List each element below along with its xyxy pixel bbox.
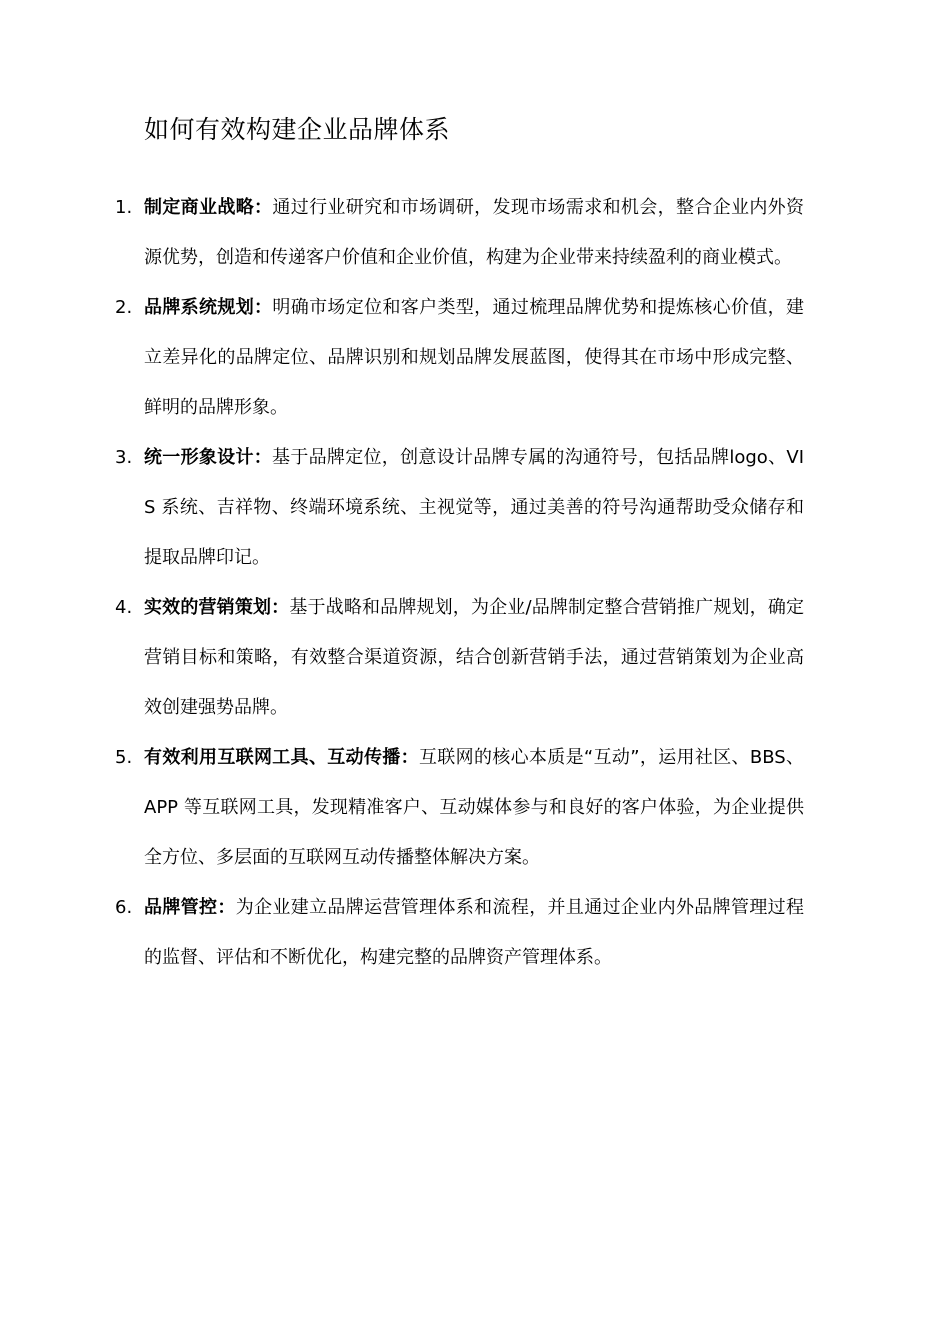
item-heading: 有效利用互联网工具、互动传播：: [144, 747, 419, 768]
item-text: 基于战略和品牌规划，为企业/品牌制定整合营销推广规划，确定营销目标和策略，有效整合渠道资源，结合创新营销手法，通过营销策划为企业高效创建强势品牌。: [144, 597, 805, 718]
item-heading: 实效的营销策划：: [144, 597, 290, 618]
item-number: 3.: [115, 447, 133, 468]
item-body: [144, 183, 804, 283]
item-text: 通过行业研究和市场调研，发现市场需求和机会，整合企业内外资源优势，创造和传递客户价值和企业价值，构建为企业带来持续盈利的商业模式。: [144, 197, 805, 268]
item-body: [144, 733, 804, 883]
item-heading: 统一形象设计：: [144, 447, 273, 468]
item-number: 2.: [115, 297, 133, 318]
item-list: [0, 183, 950, 983]
item-body: [144, 283, 804, 433]
item-heading: 品牌系统规划：: [144, 297, 273, 318]
list-item: [0, 283, 950, 433]
list-item: [0, 433, 950, 583]
item-number: 1.: [115, 197, 133, 218]
list-item: [0, 183, 950, 283]
item-body: [144, 433, 804, 583]
item-body: [144, 583, 804, 733]
item-text: 互联网的核心本质是“互动”，运用社区、BBS、APP 等互联网工具，发现精准客户、互动媒体参与和良好的客户体验，为企业提供全方位、多层面的互联网互动传播整体解决方案。: [144, 747, 804, 868]
item-body: [144, 883, 804, 983]
item-heading: 制定商业战略：: [144, 197, 273, 218]
list-item: [0, 583, 950, 733]
item-text: 明确市场定位和客户类型，通过梳理品牌优势和提炼核心价值，建立差异化的品牌定位、品牌识别和规划品牌发展蓝图，使得其在市场中形成完整、鲜明的品牌形象。: [144, 297, 805, 418]
item-number: 5.: [115, 747, 133, 768]
item-heading: 品牌管控：: [144, 897, 236, 918]
list-item: [0, 733, 950, 883]
item-text: 为企业建立品牌运营管理体系和流程，并且通过企业内外品牌管理过程的监督、评估和不断优化，构建完整的品牌资产管理体系。: [144, 897, 805, 968]
page-title: 如何有效构建企业品牌体系: [144, 115, 451, 144]
item-number: 6.: [115, 897, 133, 918]
item-text: 基于品牌定位，创意设计品牌专属的沟通符号，包括品牌logo、VIS 系统、吉祥物、终端环境系统、主视觉等，通过美善的符号沟通帮助受众储存和提取品牌印记。: [144, 447, 804, 568]
list-item: [0, 883, 950, 983]
item-number: 4.: [115, 597, 133, 618]
